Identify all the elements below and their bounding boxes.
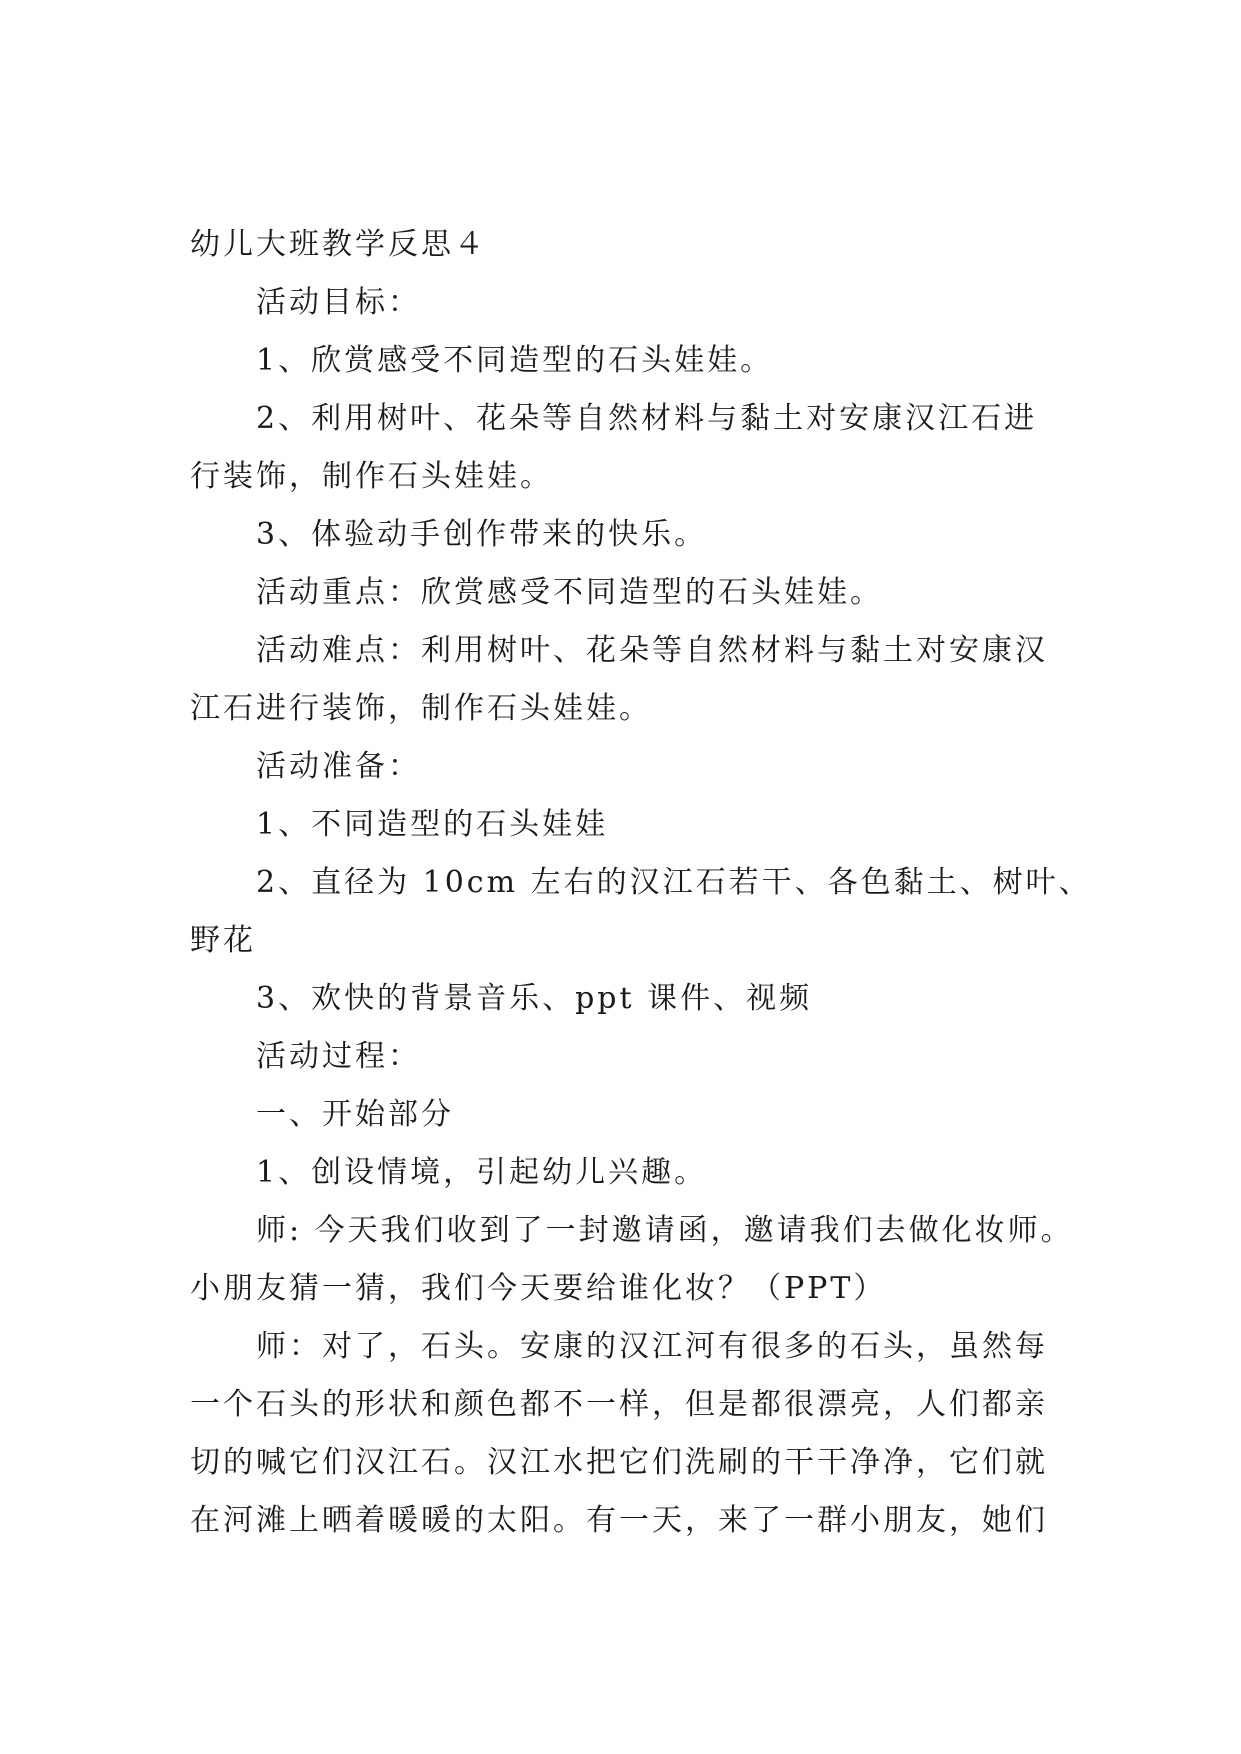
- paragraph-line: 行装饰，制作石头娃娃。: [190, 459, 553, 494]
- paragraph-line: 1、欣赏感受不同造型的石头娃娃。: [256, 343, 774, 378]
- paragraph-line: 江石进行装饰，制作石头娃娃。: [190, 691, 652, 726]
- paragraph-line: 一、开始部分: [256, 1097, 454, 1132]
- paragraph-line: 小朋友猜一猜，我们今天要给谁化妆？（PPT）: [190, 1271, 887, 1306]
- paragraph-line: 活动准备：: [256, 749, 421, 784]
- paragraph-line: 在河滩上晒着暖暖的太阳。有一天，来了一群小朋友，她们: [190, 1503, 1048, 1538]
- document-title: 幼儿大班教学反思４: [190, 227, 487, 262]
- paragraph-line: 2、直径为 10cm 左右的汉江石若干、各色黏土、树叶、: [256, 865, 1092, 900]
- paragraph-line: 3、体验动手创作带来的快乐。: [256, 517, 708, 552]
- paragraph-line: 活动难点：利用树叶、花朵等自然材料与黏土对安康汉: [256, 633, 1048, 668]
- paragraph-line: 活动目标：: [256, 285, 421, 320]
- paragraph-line: 一个石头的形状和颜色都不一样，但是都很漂亮，人们都亲: [190, 1387, 1048, 1422]
- paragraph-line: 师: 今天我们收到了一封邀请函，邀请我们去做化妆师。: [256, 1213, 1074, 1248]
- paragraph-line: 野花: [190, 923, 256, 958]
- paragraph-line: 2、利用树叶、花朵等自然材料与黏土对安康汉江石进: [256, 401, 1038, 436]
- paragraph-line: 活动过程：: [256, 1039, 421, 1074]
- paragraph-line: 3、欢快的背景音乐、ppt 课件、视频: [256, 981, 813, 1016]
- paragraph-line: 活动重点：欣赏感受不同造型的石头娃娃。: [256, 575, 883, 610]
- paragraph-line: 师：对了，石头。安康的汉江河有很多的石头，虽然每: [256, 1329, 1048, 1364]
- paragraph-line: 1、不同造型的石头娃娃: [256, 807, 609, 842]
- paragraph-line: 1、创设情境，引起幼儿兴趣。: [256, 1155, 708, 1190]
- paragraph-line: 切的喊它们汉江石。汉江水把它们洗刷的干干净净，它们就: [190, 1445, 1048, 1480]
